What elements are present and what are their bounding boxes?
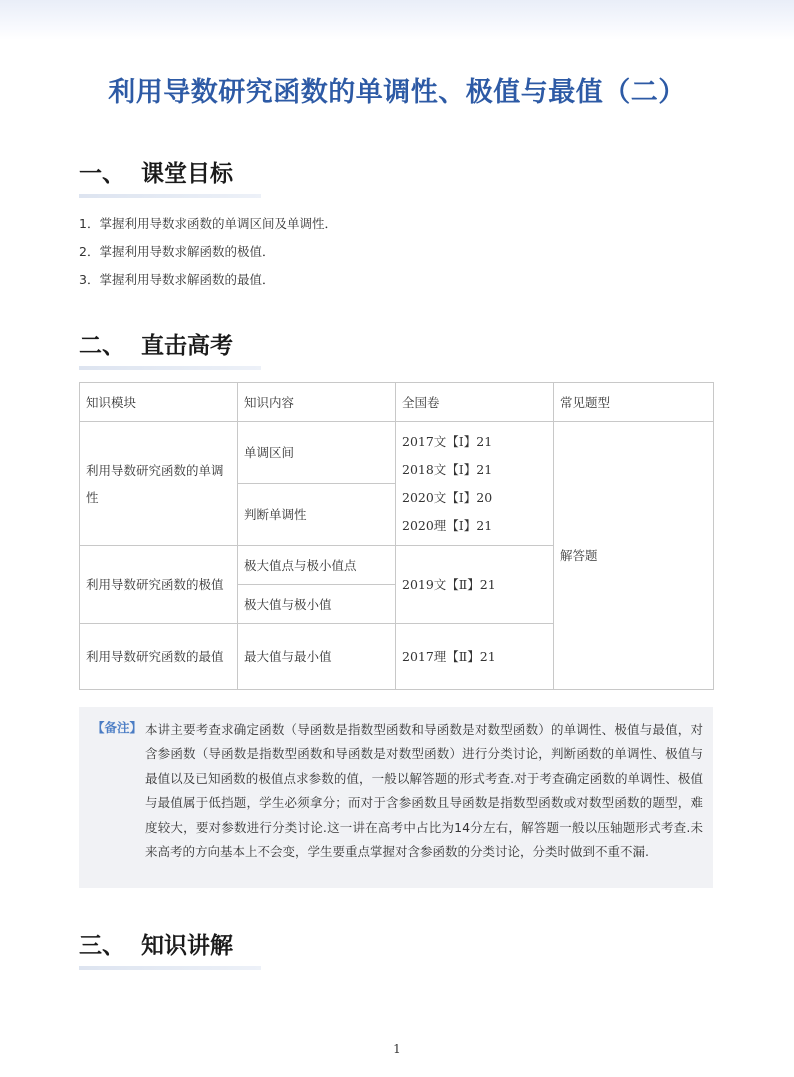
question-type-cell: 解答题 [554,422,714,690]
section-underline [79,966,261,970]
note-text: 本讲主要考查求确定函数（导函数是指数型函数和导函数是对数型函数）的单调性、极值与最值，对含参函数（导函数是指数型函数和导函数是对数型函数）进行分类讨论，判断函数的单调性、极值与最值以及已知函数的极值点求参数的值，一般以解答题的形式考查.对于考查确定函数的单调性、极值与最值属于低挡题，学生必须拿分；而对于含参函数且导函数是指数型函数或对数型函数的题型，难度较大，要对参数进行分类讨论.这一讲在高考中占比为14分左右，解答题一般以压轴题形式考查.未来高考的方向基本上不会变，学生要重点掌握对含参函数的分类讨论，分类时做到不重不漏. [145,722,703,860]
section-heading-knowledge [79,927,479,960]
section-title: 知识讲解 [141,933,233,959]
section-underline [79,194,261,198]
module-cell: 利用导数研究函数的单调性 [80,422,238,546]
header-cell: 常见题型 [554,383,714,422]
section-number: 一、 [79,161,125,187]
document-title: 利用导数研究函数的单调性、极值与最值（二） [108,77,686,108]
section-number: 三、 [79,933,125,959]
exam-entry: 2019文【Ⅱ】21 [402,576,496,592]
goal-item: 2．掌握利用导数求解函数的极值． [79,244,275,259]
exam-cell [396,624,554,690]
note-label: 【备注】 [92,720,143,735]
content-cell: 最大值与最小值 [238,624,396,690]
note-box [79,707,713,888]
section-number: 二、 [79,333,125,359]
goal-item: 3．掌握利用导数求解函数的最值． [79,272,275,287]
section-underline [79,366,261,370]
header-band [0,0,794,40]
header-cell: 知识内容 [238,383,396,422]
exam-entry: 2018文【Ⅰ】21 [402,461,493,477]
content-cell: 单调区间 [238,422,396,484]
content-cell: 判断单调性 [238,484,396,546]
header-cell: 全国卷 [396,383,554,422]
goal-item: 1．掌握利用导数求函数的单调区间及单调性． [79,216,337,231]
exam-entry: 2017理【Ⅱ】21 [402,648,496,664]
module-cell: 利用导数研究函数的最值 [80,624,238,690]
table-header-row [80,383,714,422]
content-cell: 极大值点与极小值点 [238,546,396,585]
section-heading-exam [79,327,479,360]
section-title: 课堂目标 [141,161,233,187]
section-title: 直击高考 [141,333,233,359]
exam-cell [396,422,554,546]
knowledge-table [79,382,714,690]
goal-list [79,214,719,298]
exam-entry: 2020理【Ⅰ】21 [402,517,493,533]
table-row [80,422,714,484]
content-cell: 极大值与极小值 [238,585,396,624]
section-heading-goals [79,155,479,188]
module-cell: 利用导数研究函数的极值 [80,546,238,624]
page-number: 1 [393,1042,401,1056]
exam-entry: 2020文【Ⅰ】20 [402,489,493,505]
exam-cell [396,546,554,624]
header-cell: 知识模块 [80,383,238,422]
exam-entry: 2017文【Ⅰ】21 [402,433,493,449]
